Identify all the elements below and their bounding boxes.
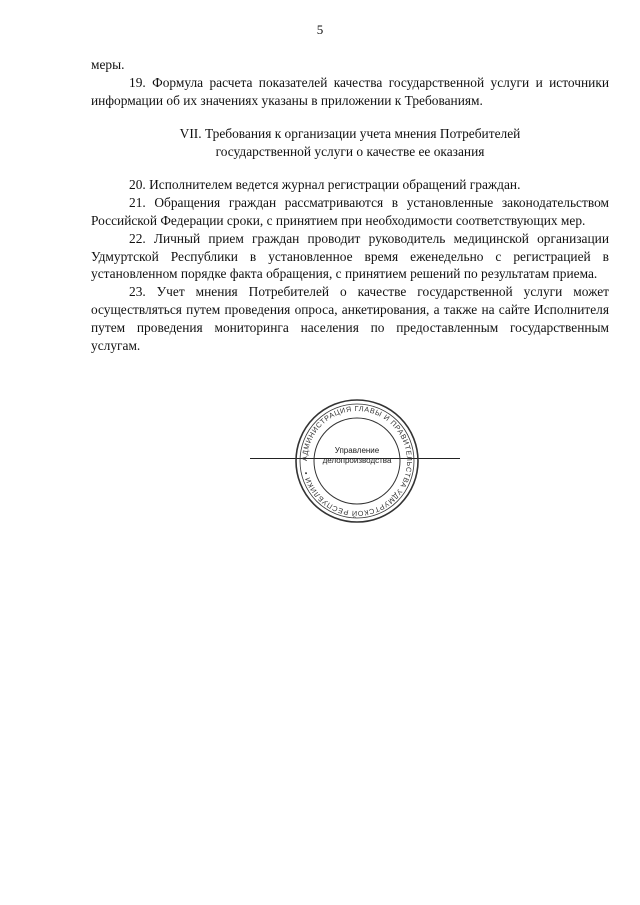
- seal-center-line-2: делопроизводства: [322, 456, 392, 465]
- section-title-line-1: VII. Требования к организации учета мнения Потребителей: [179, 126, 521, 142]
- paragraph-20: 20. Исполнителем ведется журнал регистрации обращений граждан.: [129, 177, 521, 193]
- page-number: 5: [316, 22, 324, 37]
- seal-center-line-1: Управление: [334, 446, 380, 455]
- seal-ring-text: АДМИНИСТРАЦИЯ ГЛАВЫ И ПРАВИТЕЛЬСТВА УДМУРТСКОЙ РЕСПУБЛИКИ •: [299, 403, 415, 519]
- paragraph-21: 21. Обращения граждан рассматриваются в установленные законодательством Российской Федерации сроки, с принятием при необходимости соответствующих мер.: [91, 195, 609, 228]
- paragraph-19: 19. Формула расчета показателей качества государственной услуги и источники информации об их значениях указаны в приложении к Требованиям.: [91, 74, 609, 108]
- section-title: [91, 125, 609, 161]
- paragraph-tail: меры.: [91, 57, 125, 72]
- paragraph-23: 23. Учет мнения Потребителей о качестве государственной услуги может осуществляться путем проведения опроса, анкетирования, а также на сайте Исполнителя путем проведения мониторинга населения по предоставленным государственным услугам.: [91, 284, 609, 353]
- paragraph-22: 22. Личный прием граждан проводит руководитель медицинской организации Удмуртской Республики в установленное время еженедельно с регистрацией в установленном порядке факта обращения, с принятием решений по результатам приема.: [91, 230, 609, 282]
- seal-stamp: [240, 398, 460, 524]
- document-body: [91, 56, 609, 354]
- section-title-line-2: государственной услуги о качестве ее оказания: [215, 144, 485, 160]
